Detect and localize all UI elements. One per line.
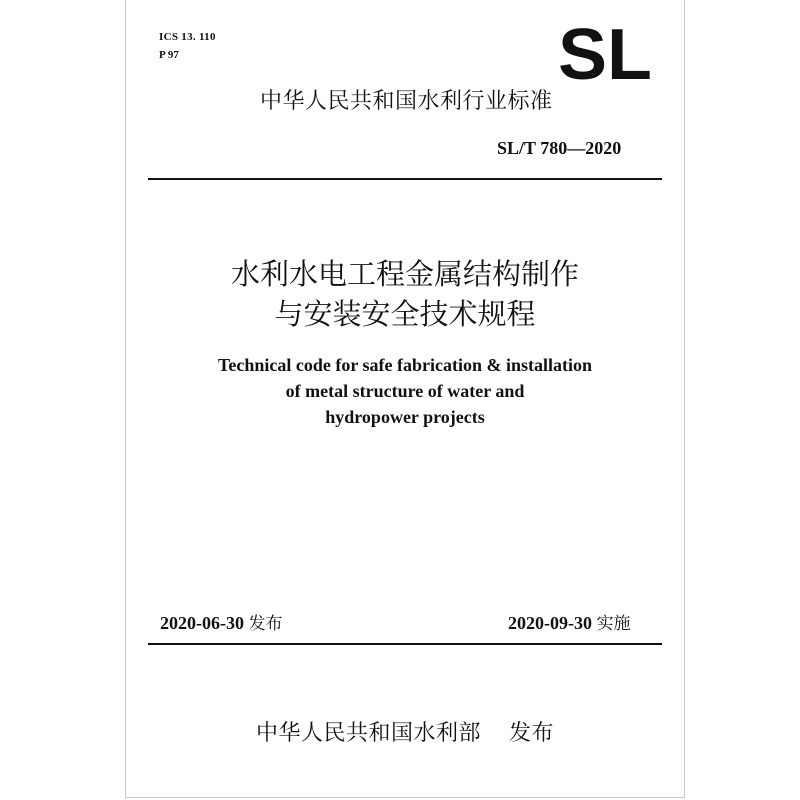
issue-date xyxy=(160,609,283,634)
sl-logo xyxy=(555,21,655,87)
title-en-line3: hydropower projects xyxy=(325,407,485,427)
title-cn-line1: 水利水电工程金属结构制作 xyxy=(230,257,579,291)
publisher-action: 发布 xyxy=(509,721,555,746)
implement-date xyxy=(508,609,631,634)
implement-date-value: 2020-09-30 xyxy=(508,613,592,633)
title-en-line2: of metal structure of water and xyxy=(285,381,525,401)
ccs-code: P 97 xyxy=(159,49,179,61)
publisher xyxy=(148,716,662,747)
title-en-line1: Technical code for safe fabrication & installation xyxy=(218,355,592,375)
ics-code: ICS 13. 110 xyxy=(159,31,216,43)
bottom-divider xyxy=(148,643,662,645)
standard-number: SL/T 780—2020 xyxy=(497,138,622,158)
publisher-name: 中华人民共和国水利部 xyxy=(255,721,481,746)
top-divider xyxy=(148,178,662,180)
issue-date-label: 发布 xyxy=(248,614,283,634)
issue-date-value: 2020-06-30 xyxy=(160,613,244,633)
title-cn-line2: 与安装安全技术规程 xyxy=(274,297,536,331)
sl-logo-text: SL xyxy=(558,21,652,87)
industry-standard-title: 中华人民共和国水利行业标准 xyxy=(260,89,553,114)
implement-date-label: 实施 xyxy=(596,614,631,634)
